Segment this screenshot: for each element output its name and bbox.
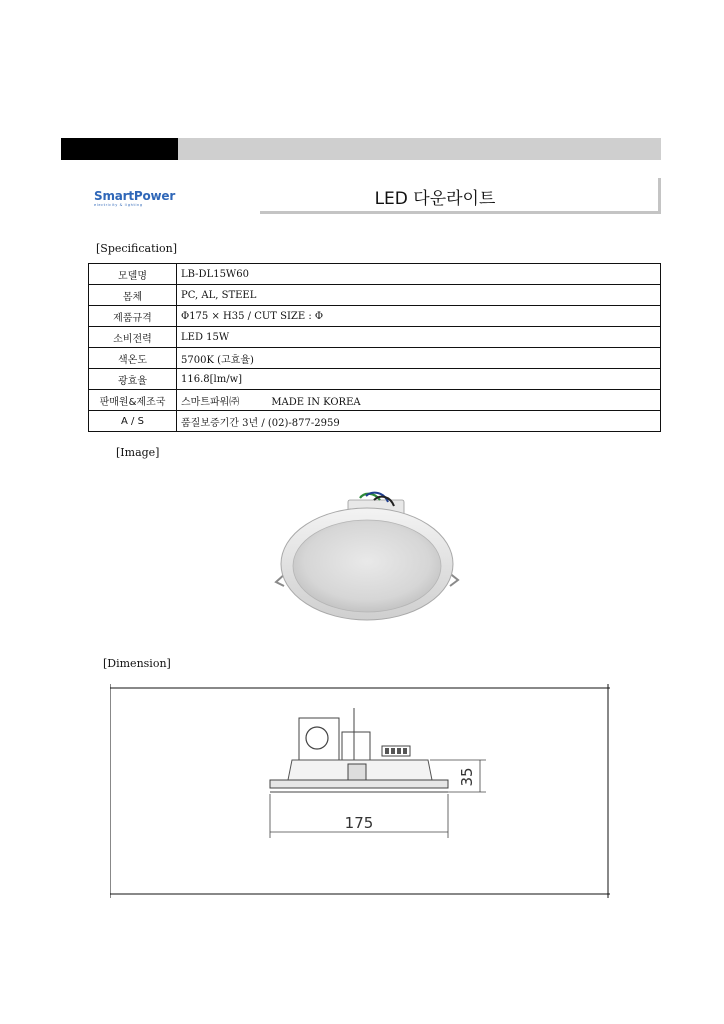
spec-value: 품질보증기간 3년 / (02)-877-2959 — [177, 411, 661, 432]
spec-value: 116.8[lm/w] — [177, 369, 661, 390]
dimension-drawing — [110, 680, 610, 900]
spec-key: 색온도 — [89, 348, 177, 369]
logo-sub-text: electricity & lighting — [94, 203, 143, 207]
table-row — [89, 348, 661, 369]
spec-value: PC, AL, STEEL — [177, 285, 661, 306]
spec-key: 모델명 — [89, 264, 177, 285]
made-in-text: MADE IN KOREA — [271, 396, 361, 408]
table-row — [89, 411, 661, 432]
width-dimension-label: 175 — [344, 814, 374, 832]
spec-value: LB-DL15W60 — [177, 264, 661, 285]
spec-value: 5700K (고효율) — [177, 348, 661, 369]
spec-value-cell — [177, 390, 661, 411]
table-row — [89, 264, 661, 285]
spec-key: 몸체 — [89, 285, 177, 306]
spec-value: LED 15W — [177, 327, 661, 348]
title-box-shadow-bottom — [260, 211, 661, 214]
table-row — [89, 390, 661, 411]
dimension-heading: [Dimension] — [103, 657, 171, 670]
spec-key: 판매원&제조국 — [89, 390, 177, 411]
spec-key: 광효율 — [89, 369, 177, 390]
spec-table — [88, 263, 661, 432]
downlight-product-image — [262, 486, 472, 631]
table-row — [89, 285, 661, 306]
title-box — [260, 178, 661, 214]
spec-key: 소비전력 — [89, 327, 177, 348]
logo-main-text: SmartPower — [94, 189, 176, 203]
image-heading: [Image] — [116, 446, 160, 459]
table-row — [89, 306, 661, 327]
table-row — [89, 327, 661, 348]
spec-key: 제품규격 — [89, 306, 177, 327]
spec-key: A / S — [89, 411, 177, 432]
title-box-shadow-right — [658, 178, 661, 214]
header-bar-grey — [178, 138, 661, 160]
spec-value: Φ175 × H35 / CUT SIZE : Φ — [177, 306, 661, 327]
seller-name: 스마트파워㈜ — [181, 396, 240, 408]
page-title: LED 다운라이트 — [374, 189, 496, 209]
height-dimension-label: 35 — [458, 767, 476, 787]
table-row — [89, 369, 661, 390]
header-bar-black — [61, 138, 178, 160]
smartpower-logo — [94, 189, 174, 208]
specification-heading: [Specification] — [96, 242, 178, 255]
